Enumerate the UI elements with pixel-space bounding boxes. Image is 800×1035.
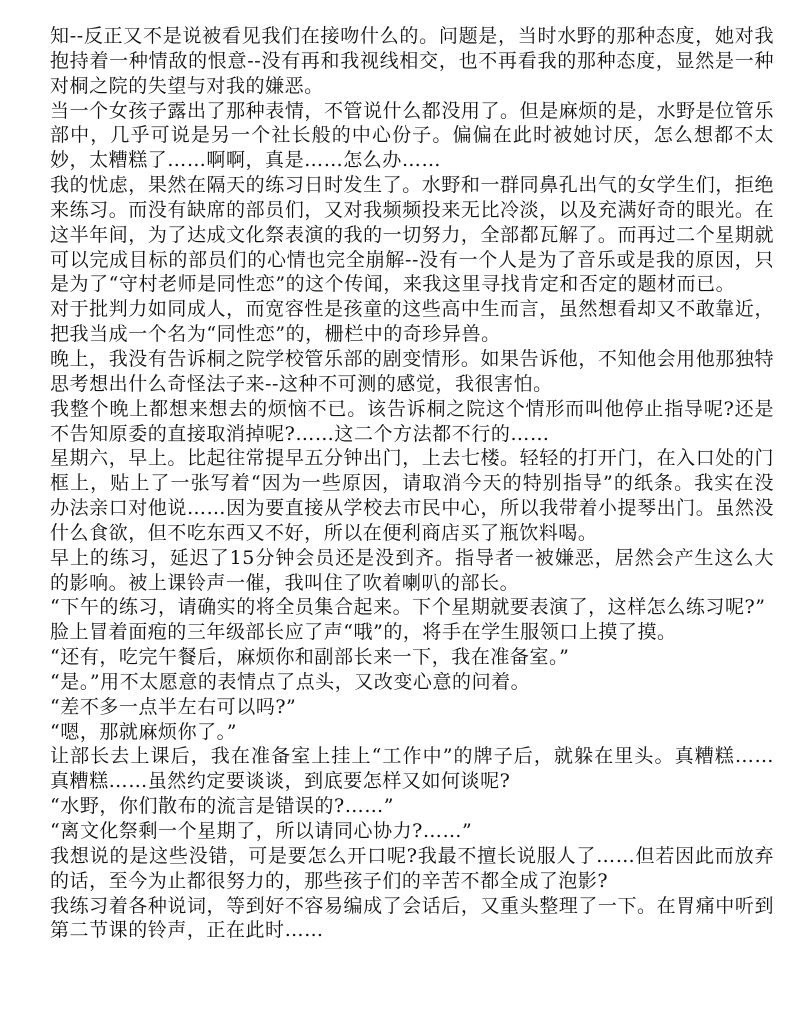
paragraph: 对于批判力如同成人，而宽容性是孩童的这些高中生而言，虽然想看却又不敢靠近，把我当成一个名为“同性恋”的，栅栏中的奇珍异兽。 bbox=[50, 298, 774, 346]
paragraph: 知--反正又不是说被看见我们在接吻什么的。问题是，当时水野的那种态度，她对我抱持着一种情敌的恨意--没有再和我视线相交，也不再看我的那种态度，显然是一种对桐之院的失望与对我的嫌恶。 bbox=[50, 25, 774, 97]
document-page bbox=[50, 24, 774, 1014]
paragraph: “嗯，那就麻烦你了。” bbox=[50, 720, 237, 743]
paragraph: “水野，你们散布的流言是错误的?……” bbox=[50, 795, 395, 818]
paragraph: “还有，吃完午餐后，麻烦你和副部长来一下，我在准备室。” bbox=[50, 646, 570, 669]
paragraph: 我练习着各种说词，等到好不容易编成了会话后，又重头整理了一下。在胃痛中听到第二节课的铃声，正在此时…… bbox=[50, 894, 774, 942]
paragraph: 早上的练习，延迟了15分钟会员还是没到齐。指导者一被嫌恶，居然会产生这么大的影响。被上课铃声一催，我叫住了吹着喇叭的部长。 bbox=[50, 546, 774, 594]
paragraph: 晚上，我没有告诉桐之院学校管乐部的剧变情形。如果告诉他，不知他会用他那独特思考想出什么奇怪法子来--这种不可测的感觉，我很害怕。 bbox=[50, 347, 774, 395]
paragraph: 我的忧虑，果然在隔天的练习日时发生了。水野和一群同鼻孔出气的女学生们，拒绝来练习。而没有缺席的部员们，又对我频频投来无比冷淡，以及充满好奇的眼光。在这半年间，为了达成文化祭表演的我的一切努力，全部都瓦解了。而再过二个星期就可以完成目标的部员们的心情也完全崩解--没有一个人是为了音乐或是我的原因，只是为了“守村老师是同性恋”的这个传闻，来我这里寻找肯定和否定的题材而已。 bbox=[50, 174, 774, 296]
paragraph: “下午的练习，请确实的将全员集合起来。下个星期就要表演了，这样怎么练习呢?” bbox=[50, 596, 766, 619]
paragraph: 让部长去上课后，我在准备室上挂上“工作中”的牌子后，就躲在里头。真糟糕……真糟糕……虽然约定要谈谈，到底要怎样又如何谈呢? bbox=[50, 745, 774, 793]
paragraph: 星期六，早上。比起往常提早五分钟出门，上去七楼。轻轻的打开门，在入口处的门框上，贴上了一张写着“因为一些原因，请取消今天的特别指导”的纸条。我实在没办法亲口对他说……因为要直接从学校去市民中心，所以我带着小提琴出门。虽然没什么食欲，但不吃东西又不好，所以在便利商店买了瓶饮料喝。 bbox=[50, 447, 774, 544]
paragraph: 我整个晚上都想来想去的烦恼不已。该告诉桐之院这个情形而叫他停止指导呢?还是不告知原委的直接取消掉呢?……这二个方法都不行的…… bbox=[50, 397, 774, 445]
paragraph: 我想说的是这些没错，可是要怎么开口呢?我最不擅长说服人了……但若因此而放弃的话，至今为止都很努力的，那些孩子们的辛苦不都全成了泡影? bbox=[50, 844, 774, 892]
paragraph: 当一个女孩子露出了那种表情，不管说什么都没用了。但是麻烦的是，水野是位管乐部中，几乎可说是另一个社长般的中心份子。偏偏在此时被她讨厌，怎么想都不太妙，太糟糕了……啊啊，真是……怎么办…… bbox=[50, 99, 774, 172]
paragraph: “差不多一点半左右可以吗?” bbox=[50, 695, 297, 718]
paragraph: 脸上冒着面疱的三年级部长应了声“哦”的，将手在学生服领口上摸了摸。 bbox=[50, 621, 677, 644]
paragraph: “是。”用不太愿意的表情点了点头，又改变心意的问着。 bbox=[50, 670, 531, 693]
paragraph: “离文化祭剩一个星期了，所以请同心协力?……” bbox=[50, 820, 473, 842]
